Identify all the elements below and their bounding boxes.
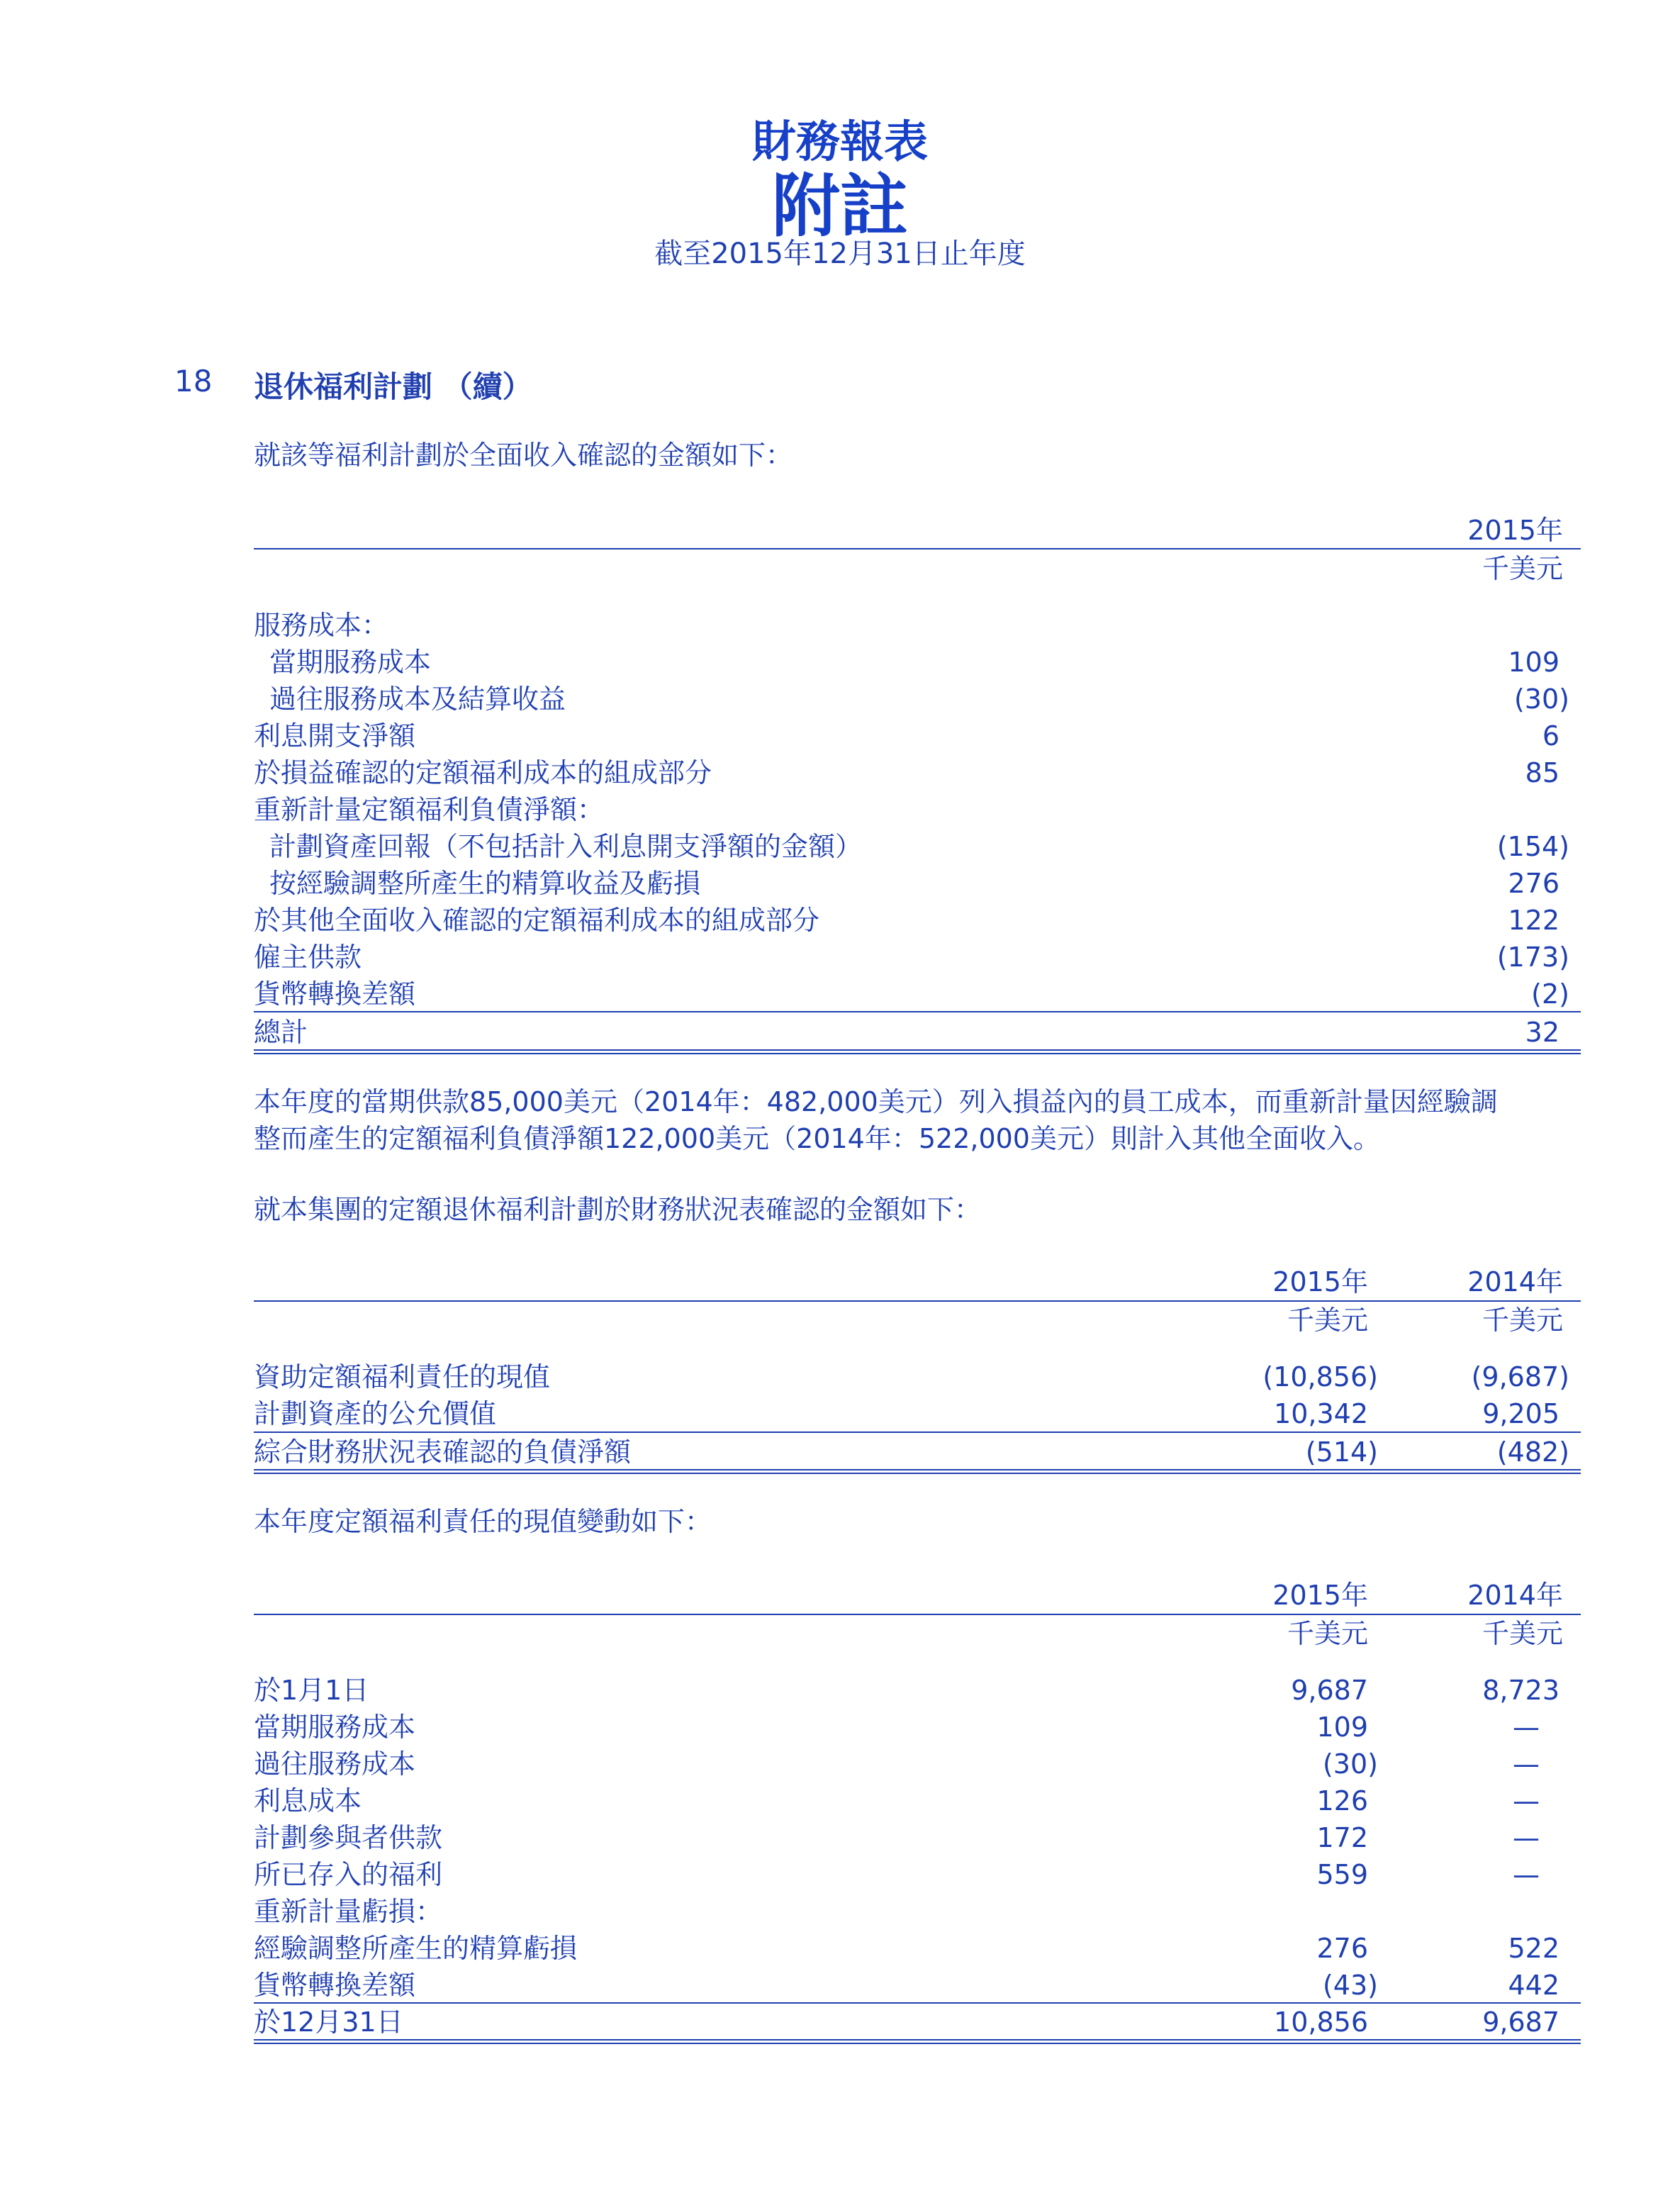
row-value-2015: (10,856) (1262, 1361, 1378, 1392)
table1-row (254, 976, 1581, 1012)
row-value: (2) (1531, 978, 1569, 1010)
row-label: 當期服務成本 (269, 647, 432, 678)
row-label: 利息開支淨額 (254, 720, 416, 752)
row-value: 122 (1508, 905, 1559, 936)
table1-total-row (254, 1014, 1581, 1051)
total-value-2014: 9,687 (1482, 2006, 1559, 2038)
row-value-2014: 442 (1508, 1970, 1559, 2001)
table3-header-rule (254, 1614, 1581, 1615)
row-value-2015: 109 (1316, 1712, 1368, 1743)
table1-header-rule (254, 548, 1581, 549)
table1-intro: 就該等福利計劃於全面收入確認的金額如下： (254, 440, 793, 471)
row-value-2015: 172 (1316, 1822, 1368, 1853)
table1-row (254, 607, 1581, 644)
row-label: 於損益確認的定額福利成本的組成部分 (254, 757, 712, 788)
table2-total-double-rule (254, 1469, 1581, 1474)
row-value-2015: 9,687 (1291, 1675, 1368, 1706)
row-label: 利息成本 (254, 1785, 362, 1816)
table2-year-2014: 2014年 (1467, 1266, 1563, 1297)
table2-intro: 就本集團的定額退休福利計劃於財務狀況表確認的金額如下： (254, 1194, 982, 1225)
table2-row (254, 1395, 1581, 1432)
table1-row (254, 939, 1581, 976)
table3-row (254, 1856, 1581, 1893)
row-label: 按經驗調整所產生的精算收益及虧損 (269, 868, 701, 899)
row-value: 85 (1525, 757, 1559, 788)
table3-intro: 本年度定額福利責任的現值變動如下： (254, 1506, 712, 1537)
row-label: 過往服務成本及結算收益 (269, 683, 566, 715)
table2-unit-2014: 千美元 (1482, 1305, 1563, 1336)
table3-year-2015: 2015年 (1272, 1580, 1368, 1611)
total-value-2014: (482) (1496, 1436, 1569, 1468)
table1-row (254, 681, 1581, 718)
table2-header-rule (254, 1300, 1581, 1302)
row-label: 貨幣轉換差額 (254, 978, 416, 1010)
total-label: 總計 (254, 1017, 308, 1048)
table1-row (254, 791, 1581, 828)
table3-year-2014: 2014年 (1467, 1580, 1563, 1611)
row-value-2015: (30) (1322, 1748, 1378, 1780)
total-label: 綜合財務狀況表確認的負債淨額 (254, 1436, 632, 1468)
table3-row (254, 1967, 1581, 2004)
row-value-2015: 276 (1316, 1933, 1368, 1964)
row-label: 於1月1日 (254, 1675, 369, 1706)
report-title: 財務報表 (751, 116, 928, 167)
row-label: 計劃資產回報（不包括計入利息開支淨額的金額） (269, 831, 863, 862)
row-value-2014: 522 (1508, 1933, 1559, 1964)
table3-row (254, 1709, 1581, 1746)
table3-row (254, 1746, 1581, 1782)
row-value-2015: 559 (1316, 1859, 1368, 1890)
row-label: 貨幣轉換差額 (254, 1970, 416, 2001)
row-value: (154) (1496, 831, 1569, 862)
section-title: 退休福利計劃 （續） (254, 369, 532, 404)
row-value-2014: — (1513, 1822, 1540, 1853)
row-value-2015: 126 (1316, 1785, 1368, 1816)
table2-total-row (254, 1434, 1581, 1470)
table1-year-header: 2015年 (1467, 515, 1563, 546)
notes-title: 附註 (772, 167, 908, 246)
table1-subtotal-rule (254, 1011, 1581, 1012)
table2-row (254, 1358, 1581, 1395)
row-value-2014: — (1513, 1712, 1540, 1743)
contribution-note-line2: 整而產生的定額福利負債淨額122,000美元（2014年：522,000美元）則計入其他全面收入。 (254, 1123, 1380, 1154)
row-value-2014: 8,723 (1482, 1675, 1559, 1706)
table1-row (254, 828, 1581, 865)
table1-row (254, 902, 1581, 939)
table1-unit-header: 千美元 (1482, 553, 1563, 584)
row-value: 109 (1508, 647, 1559, 678)
row-label: 僱主供款 (254, 942, 362, 973)
table3-row (254, 1782, 1581, 1819)
table3-total-double-rule (254, 2039, 1581, 2044)
table2-year-2015: 2015年 (1272, 1266, 1368, 1297)
table1-total-double-rule (254, 1049, 1581, 1054)
table3-row (254, 1672, 1581, 1709)
row-label: 過往服務成本 (254, 1748, 416, 1780)
row-value-2014: — (1513, 1785, 1540, 1816)
row-label: 於其他全面收入確認的定額福利成本的組成部分 (254, 905, 820, 936)
row-label: 計劃參與者供款 (254, 1822, 443, 1853)
table3-unit-2014: 千美元 (1482, 1618, 1563, 1649)
contribution-note-line1: 本年度的當期供款85,000美元（2014年：482,000美元）列入損益內的員工成本，而重新計量因經驗調 (254, 1086, 1498, 1117)
row-value: (30) (1513, 683, 1569, 715)
row-value-2015: 10,342 (1274, 1398, 1368, 1429)
row-label: 所已存入的福利 (254, 1859, 443, 1890)
row-label: 重新計量定額福利負債淨額： (254, 794, 605, 825)
total-value-2015: (514) (1305, 1436, 1378, 1468)
table2-subtotal-rule (254, 1431, 1581, 1433)
row-label: 重新計量虧損： (254, 1896, 443, 1927)
table1-row (254, 754, 1581, 791)
table3-unit-2015: 千美元 (1287, 1618, 1368, 1649)
row-value-2014: — (1513, 1859, 1540, 1890)
table1-row (254, 718, 1581, 754)
table3-row (254, 1893, 1581, 1930)
total-label: 於12月31日 (254, 2006, 403, 2038)
total-value-2015: 10,856 (1274, 2006, 1368, 2038)
table3-row (254, 1819, 1581, 1856)
row-value-2014: (9,687) (1471, 1361, 1569, 1392)
table3-row (254, 1930, 1581, 1967)
section-number: 18 (174, 364, 213, 398)
row-value: (173) (1496, 942, 1569, 973)
row-value-2015: (43) (1322, 1970, 1378, 2001)
table1-row (254, 644, 1581, 681)
table2-unit-2015: 千美元 (1287, 1305, 1368, 1336)
row-value: 6 (1542, 720, 1559, 752)
row-value-2014: — (1513, 1748, 1540, 1780)
row-label: 計劃資產的公允價值 (254, 1398, 497, 1429)
row-label: 當期服務成本 (254, 1712, 416, 1743)
row-label: 服務成本： (254, 610, 389, 641)
row-label: 資助定額福利責任的現值 (254, 1361, 551, 1392)
table3-total-row (254, 2004, 1581, 2041)
row-value: 276 (1508, 868, 1559, 899)
period-subtitle: 截至2015年12月31日止年度 (654, 238, 1026, 270)
row-label: 經驗調整所產生的精算虧損 (254, 1933, 578, 1964)
total-value: 32 (1525, 1017, 1559, 1048)
table1-row (254, 865, 1581, 902)
row-value-2014: 9,205 (1482, 1398, 1559, 1429)
